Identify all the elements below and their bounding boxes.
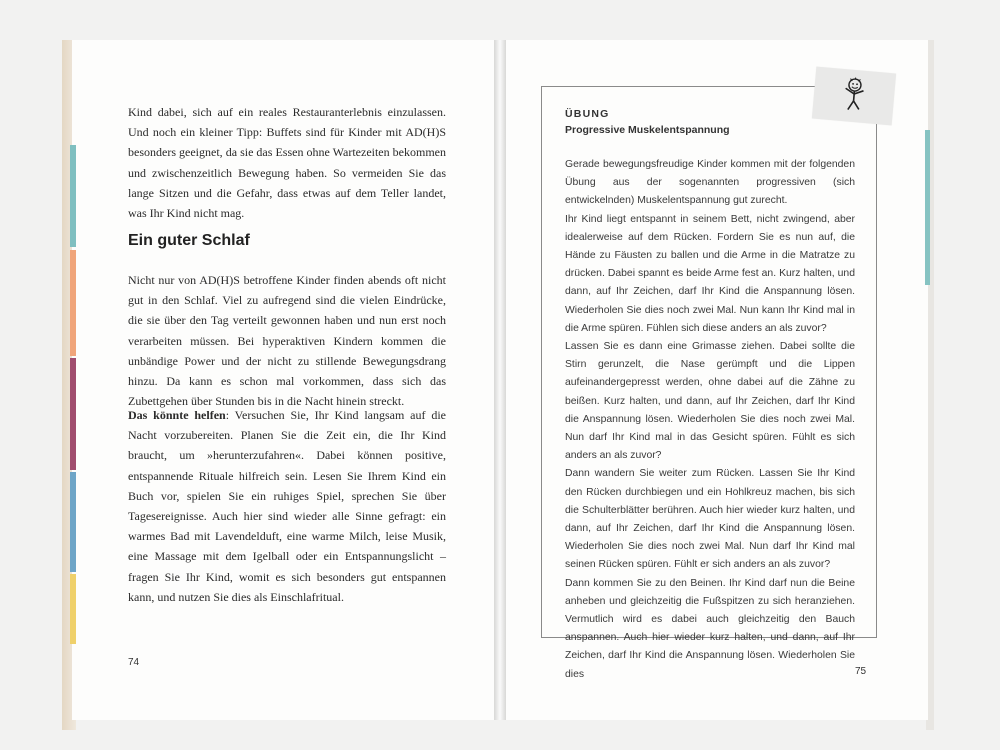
sticker [812,67,896,126]
thumb-tab-teal [70,145,76,247]
help-paragraph [128,405,446,607]
thumb-tab-purple [70,358,76,470]
thumb-tab-blue [70,472,76,572]
thumb-tab-orange [70,250,76,356]
page-number-right: 75 [855,666,867,677]
help-label: Das könnte helfen [128,408,226,422]
exercise-label: ÜBUNG [565,108,610,120]
thumb-tab-right [925,130,930,285]
body-paragraph: Nicht nur von AD(H)S betroffene Kinder finden abends oft nicht gut in den Schlaf. Viel zu aufregend sind die vielen Eindrücke, die sie über den Tag verteilt gewonnen haben und nun erst noch verarbeiten müssen. Bei hyperaktiven Kindern kommen die unbändige Power und der nicht zu stillende Bewegungsdrang hinzu. Da kann es schon mal vorkommen, dass sich das Zubettgehen über Stunden bis in die Nacht hinein streckt. [128,273,446,409]
section-heading: Ein guter Schlaf [128,232,250,249]
exercise-title: Progressive Muskelentspannung [565,124,730,136]
jumping-figure-icon [838,76,871,114]
exercise-body: Gerade bewegungsfreudige Kinder kommen mit der folgenden Übung aus der sogenannten progressiven (sich entwickelnden) Muskelentspannung gut zurecht. Ihr Kind liegt entspannt in seinem Bett, nicht zwingend, aber idealerweise auf dem Rücken. Fordern Sie es nun auf, die Hände zu Fäusten zu ballen und die Arme in die Matratze zu drücken. Dabei spannt es beide Arme fest an. Kurz halten, und dann, auf Ihr Zeichen, darf Ihr Kind die Anspannung lösen. Wiederholen Sie dies noch zwei Mal. Nun kann Ihr Kind mal in die Arme spüren. Fühlen sich diese anders an als zuvor? Lassen Sie es dann eine Grimasse ziehen. Dabei sollte die Stirn gerunzelt, die Nase gerümpft und die Lippen aufeinandergepresst werden, ohne dabei auf die Zähne zu beißen. Kurz halten, und dann, auf Ihr Zeichen, darf Ihr Kind die Anspannung lösen. Wiederholen Sie dies noch zwei Mal. Nun darf Ihr Kind mal in das Gesicht spüren. Fühlt es sich anders an als zuvor? Dann wandern Sie weiter zum Rücken. Lassen Sie Ihr Kind den Rücken durchbiegen und ein Hohlkreuz machen, bis sich die Schulterblätter berühren. Auch hier wieder kurz halten, und dann, auf Ihr Zeichen, darf Ihr Kind die Anspannung lösen. Wiederholen Sie dies noch zwei Mal. Nun darf Ihr Kind mal seinen Rücken spüren. Fühlt er sich anders an als zuvor? Dann kommen Sie zu den Beinen. Ihr Kind darf nun die Beine anheben und gleichzeitig die Fußspitzen zu sich heranziehen. Vermutlich wird es dabei auch gleichzeitig den Bauch anspannen. Auch hier wieder kurz halten, und dann, auf Ihr Zeichen, darf Ihr Kind die Anspannung lösen. Wiederholen Sie dies [565,159,855,680]
intro-paragraph: Kind dabei, sich auf ein reales Restauranterlebnis einzulassen. Und noch ein kleiner Tipp: Buffets sind für Kinder mit AD(H)S besonders geeignet, da sie das Essen ohne Wartezeiten bekommen und zwischenzeitlich Bewegung haben. So vermeiden Sie das lange Sitzen und die Gefahr, dass etwas auf dem Teller landet, was Ihr Kind nicht mag. [128,105,446,221]
help-text: : Versuchen Sie, Ihr Kind langsam auf die Nacht vorzubereiten. Planen Sie die Zeit ein, die Ihr Kind braucht, um »herunterzufahren«. Dabei können positive, entspannende Rituale hilfreich sein. Lesen Sie Ihrem Kind ein Buch vor, spielen Sie ein ruhiges Spiel, sprechen Sie über Tagesereignisse. Auch hier sind wieder alle Sinne gefragt: ein warmes Bad mit Lavendelduft, eine warme Milch, leise Musik, eine Massage mit dem Igelball oder ein Entspannungslicht – fragen Sie Ihr Kind, womit es sich besonders gut entspannen kann, und nutzen Sie dies als Einschlafritual. [128,408,446,604]
page-number-left: 74 [128,657,140,668]
thumb-tab-yellow [70,574,76,644]
book-spine [494,40,506,720]
